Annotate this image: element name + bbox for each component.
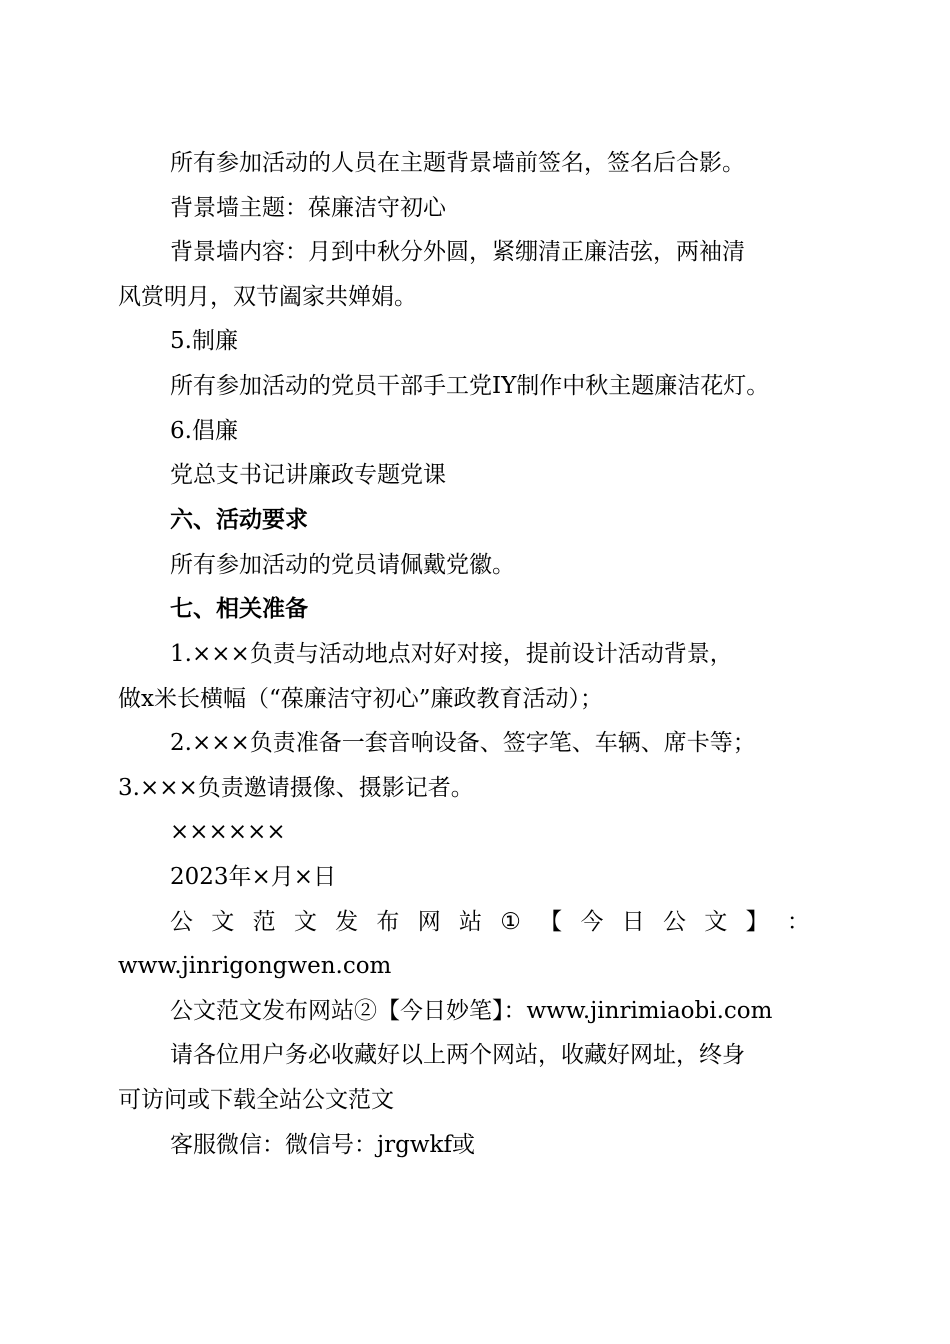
paragraph-badge: 所有参加活动的党员请佩戴党徽。	[170, 552, 515, 578]
website-1-char: ：	[786, 909, 810, 935]
paragraph-wall-theme: 背景墙主题：葆廉洁守初心	[170, 195, 446, 221]
paragraph-lecture: 党总支书记讲廉政专题党课	[170, 462, 446, 488]
heading-requirements: 六、活动要求	[170, 507, 308, 533]
heading-preparations: 七、相关准备	[170, 596, 308, 622]
subsection-5: 5.制廉	[170, 328, 238, 354]
website-1-char: 今	[580, 909, 604, 935]
website-1-char: 布	[376, 909, 400, 935]
website-1-char: 文	[293, 909, 317, 935]
paragraph-wall-content-cont: 风赏明月，双节阖家共婵娟。	[118, 284, 417, 310]
customer-service-wechat: 客服微信：微信号：jrgwkf或	[170, 1132, 475, 1158]
paragraph-wall-content: 背景墙内容：月到中秋分外圆，紧绷清正廉洁弦，两袖清	[170, 239, 745, 265]
subsection-6: 6.倡廉	[170, 418, 238, 444]
website-1-char: 日	[621, 909, 645, 935]
website-1-char: 站	[458, 909, 482, 935]
website-1-char: 网	[417, 909, 441, 935]
prep-item-3: 3.×××负责邀请摄像、摄影记者。	[118, 775, 474, 801]
website-1-line	[170, 902, 810, 942]
website-1-char: ①	[500, 909, 521, 935]
website-1-char: 范	[252, 909, 276, 935]
paragraph-lantern: 所有参加活动的党员干部手工党IY制作中秋主题廉洁花灯。	[170, 373, 770, 399]
prep-item-1: 1.×××负责与活动地点对好对接，提前设计活动背景，	[170, 641, 733, 667]
paragraph-signing: 所有参加活动的人员在主题背景墙前签名，签名后合影。	[170, 150, 745, 176]
website-1-char: 公	[170, 909, 193, 935]
website-1-url: www.jinrigongwen.com	[118, 953, 392, 979]
bookmark-notice-cont: 可访问或下载全站公文范文	[118, 1087, 394, 1113]
website-1-char: 】	[745, 909, 769, 935]
website-1-char: 文	[211, 909, 235, 935]
prep-item-1-cont: 做x米长横幅（“葆廉洁守初心”廉政教育活动）；	[118, 686, 603, 712]
signature-date: 2023年×月×日	[170, 864, 337, 890]
website-1-char: 【	[539, 909, 563, 935]
website-2-line: 公文范文发布网站②【今日妙笔】：www.jinrimiaobi.com	[170, 998, 773, 1024]
signature-name: ××××××	[170, 819, 286, 845]
prep-item-2: 2.×××负责准备一套音响设备、签字笔、车辆、席卡等；	[170, 730, 756, 756]
website-1-char: 文	[704, 909, 728, 935]
bookmark-notice: 请各位用户务必收藏好以上两个网站，收藏好网址，终身	[170, 1042, 745, 1068]
website-1-char: 公	[663, 909, 686, 935]
website-1-char: 发	[335, 909, 359, 935]
